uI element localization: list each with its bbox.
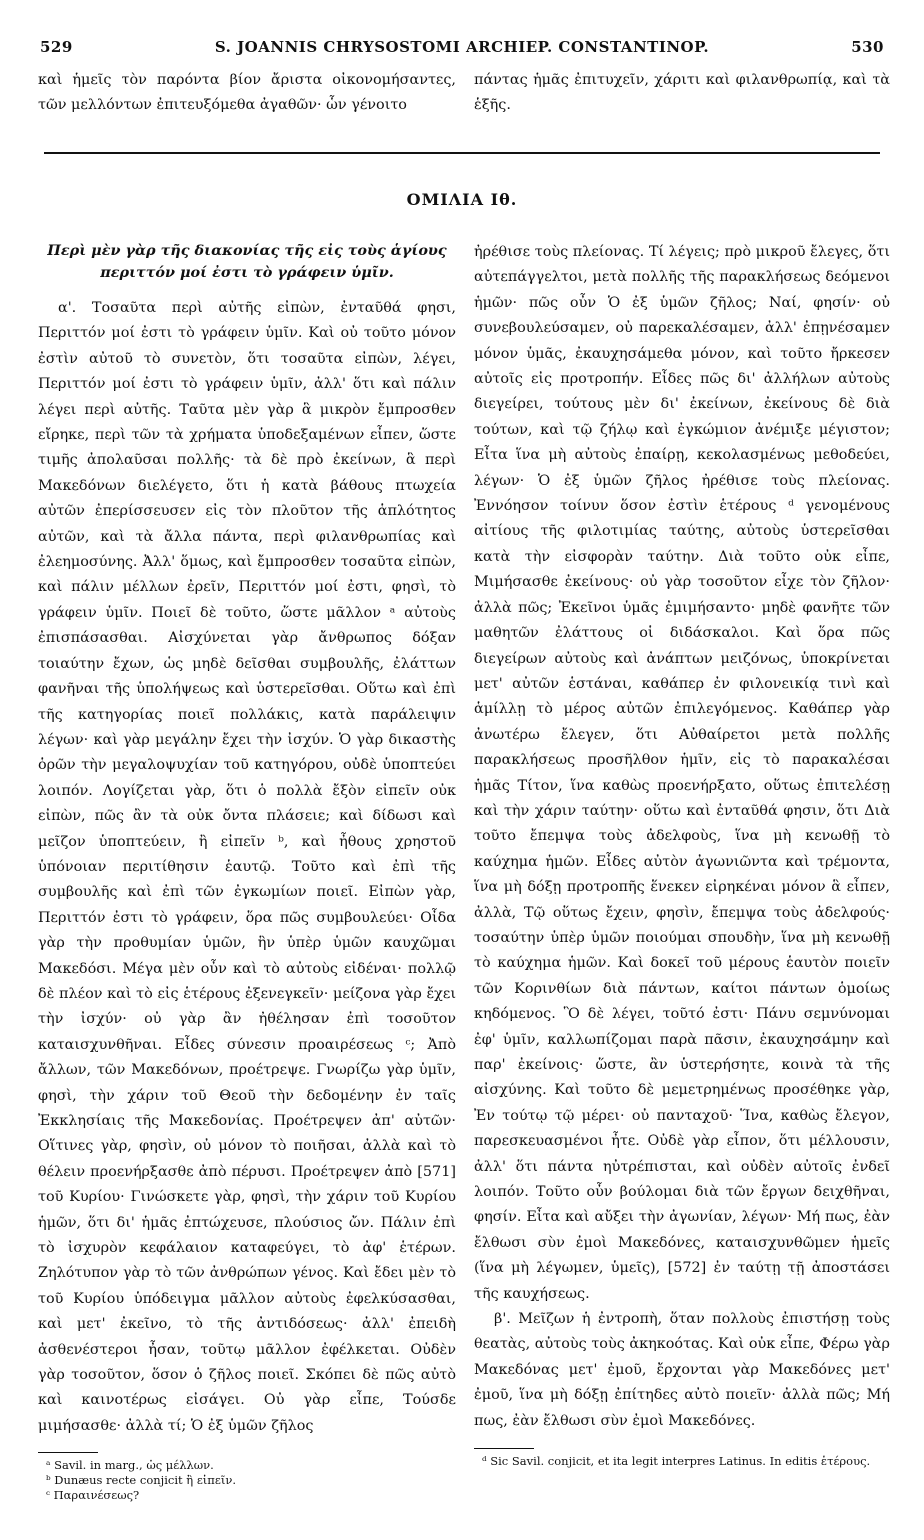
footnote: ᶜ Παραινέσεως? — [46, 1488, 140, 1502]
homily-title: ΟΜΙΛΙΑ Ιθ. — [406, 190, 518, 209]
footnotes-right — [474, 1454, 890, 1469]
footnotes-left — [38, 1458, 456, 1503]
footnote-rule — [38, 1452, 98, 1453]
footnote: ᵈ Sic Savil. conjicit, et ita legit interpres Latinus. In editis ἑτέρους. — [482, 1454, 871, 1468]
running-title: S. JOANNIS CHRYSOSTOMI ARCHIEP. CONSTANTINOP. — [214, 38, 710, 56]
top-continuation-left — [38, 68, 456, 119]
right-paragraph: β'. Μεῖζων ἡ ἐντροπὴ, ὅταν πολλοὺς ἐπιστήσῃ τοὺς θεατὰς, αὐτοὺς τοὺς ἀκηκοότας. Καὶ οὐκ εἶπε, Φέρω γὰρ Μακεδόνας μετ' ἐμοῦ, ἔρχονται γὰρ Μακεδόνες μετ' ἐμοῦ, ἵνα μὴ δόξῃ ἐπίτηδες αὐτὸ ποιεῖν· ἀλλὰ πῶς; Μή πως, ἐὰν ἔλθωσι σὺν ἐμοὶ Μακεδόνες. — [474, 1311, 890, 1429]
section-divider — [44, 152, 880, 154]
footnote: ᵃ Savil. in marg., ὡς μέλλων. — [46, 1458, 214, 1472]
scripture-lemma: Περὶ μὲν γὰρ τῆς διακονίας τῆς εἰς τοὺς ἁγίους περιττόν μοί ἐστι τὸ γράφειν ὑμῖν. — [47, 242, 447, 281]
top-text-left: καὶ ἡμεῖς τὸν παρόντα βίον ἄριστα οἰκονομήσαντες, τῶν μελλόντων ἐπιτευξόμεθα ἀγαθῶν· ὧν γένοιτο — [38, 72, 456, 114]
running-head — [40, 38, 884, 62]
right-column — [474, 240, 890, 1434]
right-paragraph: ἠρέθισε τοὺς πλείονας. Τί λέγεις; πρὸ μικροῦ ἔλεγες, ὅτι αὐτεπάγγελτοι, μετὰ πολλῆς τῆς παρακλήσεως δεόμενοι ἡμῶν· πῶς οὖν Ὁ ἐξ ὑμῶν ζῆλος; Ναί, φησίν· οὐ συνεβουλεύσαμεν, οὐ παρεκαλέσαμεν, ἀλλ' ἐπῃνέσαμεν μόνον ὑμᾶς, ἐκαυχησάμεθα μόνον, καὶ τοῦτο ἤρκεσεν αὐτοῖς εἰς προτροπήν. Εἶδες πῶς δι' ἀλλήλων αὐτοὺς διεγείρει, τούτους μὲν δι' ἐκείνων, ἐκείνους δὲ διὰ τούτων, καὶ τῷ ζήλῳ καὶ ἐγκώμιον ἀνέμιξε μέγιστον; Εἶτα ἵνα μὴ αὐτοὺς ἐπαίρῃ, κεκολασμένως μεθοδεύει, λέγων· Ὁ ἐξ ὑμῶν ζῆλος ἠρέθισε τοὺς πλείονας. Ἐννόησον τοίνυν ὅσον ἐστὶν ἑτέρους ᵈ γενομένους αἰτίους τῆς φιλοτιμίας ταύτης, αὐτοὺς ὑστερεῖσθαι κατὰ τὴν εἰσφορὰν ταύτην. Διὰ τοῦτο οὐκ εἶπε, Μιμήσασθε ἐκείνους· οὐ γὰρ τοσοῦτον εἶχε τὸν ζῆλον· ἀλλὰ πῶς; Ἐκεῖνοι ὑμᾶς ἐμιμήσαντο· μηδὲ φανῆτε τῶν μαθητῶν ἐλάττους οἱ διδάσκαλοι. Καὶ ὅρα πῶς διεγείρων αὐτοὺς καὶ ἀνάπτων μειζόνως, ὑποκρίνεται μετ' αὐτῶν ἑστάναι, καθάπερ ἐν φιλονεικίᾳ τινὶ καὶ ἁμίλλῃ τὸ μέρος αὐτῶν ἐπιλεγόμενος. Καθάπερ γὰρ ἀνωτέρω ἔλεγεν, ὅτι Αὐθαίρετοι μετὰ πολλῆς παρακλήσεως προσῆλθον ἡμῖν, εἰς τὸ παρακαλέσαι ἡμᾶς Τίτον, ἵνα καθὼς προενήρξατο, οὕτως ἐπιτελέσῃ καὶ τὴν χάριν ταύτην· οὕτω καὶ ἐνταῦθά φησιν, ὅτι Διὰ τοῦτο ἔπεμψα τοὺς ἀδελφοὺς, ἵνα μὴ κενωθῇ τὸ καύχημα ἡμῶν. Εἶδες αὐτὸν ἀγωνιῶντα καὶ τρέμοντα, ἵνα μὴ δόξῃ προτροπῆς ἕνεκεν εἰρηκέναι μόνον ἃ εἶπεν, ἀλλὰ, Τῷ οὕτως ἔχειν, φησὶν, ἔπεμψα τοὺς ἀδελφούς· τοσαύτην ὑπὲρ ὑμῶν ποιούμαι σπουδὴν, ἵνα μὴ κενωθῇ τὸ καύχημα ἡμῶν. Καὶ δοκεῖ τοῦ μέρους ἑαυτὸν ποιεῖν τῶν Κορινθίων διὰ πάντων, καίτοι πάντων ὁμοίως κηδόμενος. Ὃ δὲ λέγει, τοῦτό ἐστι· Πάνυ σεμνύνομαι ἐφ' ὑμῖν, καλλωπίζομαι παρὰ πᾶσιν, ἐκαυχησάμην καὶ παρ' ἐκείνοις· ὥστε, ἂν ὑστερήσητε, κοινὰ τὰ τῆς αἰσχύνης. Καὶ τοῦτο δὲ μεμετρημένως προσέθηκε γὰρ, Ἐν τούτῳ τῷ μέρει· οὐ πανταχοῦ· Ἵνα, καθὼς ἔλεγον, παρεσκευασμένοι ἦτε. Οὐδὲ γὰρ εἶπον, ὅτι μέλλουσιν, ἀλλ' ὅτι πάντα ηὐτρέπισται, καὶ οὐδὲν αὐτοῖς ἐνδεῖ λοιπόν. Τοῦτο οὖν βούλομαι διὰ τῶν ἔργων δειχθῆναι, φησίν. Εἶτα καὶ αὔξει τὴν ἀγωνίαν, λέγων· Μή πως, ἐὰν ἔλθωσι σὺν ἐμοὶ Μακεδόνες, καταισχυνθῶμεν ἡμεῖς (ἵνα μὴ λέγωμεν, ὑμεῖς), [572] ἐν ταύτῃ τῇ ἀποστάσει τῆς καυχήσεως. — [474, 244, 890, 1302]
top-continuation-right — [474, 68, 890, 119]
left-paragraph: α'. Τοσαῦτα περὶ αὐτῆς εἰπὼν, ἐνταῦθά φησι, Περιττόν μοί ἐστι τὸ γράφειν ὑμῖν. Καὶ οὐ τοῦτο μόνον ἐστὶν αὐτοῦ τὸ συνετὸν, ὅτι τοσαῦτα εἰπὼν, λέγει, Περιττόν μοί ἐστι τὸ γράφειν ὑμῖν, ἀλλ' ὅτι καὶ πάλιν λέγει περὶ αὐτῆς. Ταῦτα μὲν γὰρ ἃ μικρὸν ἔμπροσθεν εἴρηκε, περὶ τῶν τὰ χρήματα ὑποδεξαμένων εἶπεν, ὥστε τιμῆς ἀπολαῦσαι πολλῆς· τὰ δὲ πρὸ ἐκείνων, ἃ περὶ Μακεδόνων διελέγετο, ὅτι ἡ κατὰ βάθους πτωχεία αὐτῶν ἐπερίσσευσεν εἰς τὸν πλοῦτον τῆς ἁπλότητος αὐτῶν, καὶ τὰ ἄλλα πάντα, περὶ φιλανθρωπίας καὶ ἐλεημοσύνης. Ἀλλ' ὅμως, καὶ ἔμπροσθεν τοσαῦτα εἰπὼν, καὶ πάλιν μέλλων ἐρεῖν, Περιττόν μοί ἐστι, φησὶ, τὸ γράφειν ὑμῖν. Ποιεῖ δὲ τοῦτο, ὥστε μᾶλλον ᵃ αὐτοὺς ἐπισπάσασθαι. Αἰσχύνεται γὰρ ἄνθρωπος δόξαν τοιαύτην ἔχων, ὡς μηδὲ δεῖσθαι συμβουλῆς, ἐλάττων φανῆναι τῆς ὑπολήψεως καὶ ὑστερεῖσθαι. Οὕτω καὶ ἐπὶ τῆς κατηγορίας ποιεῖ πολλάκις, κατὰ παράλειψιν λέγων· καὶ γὰρ μεγάλην ἔχει τὴν ἰσχύν. Ὁ γὰρ δικαστὴς ὁρῶν τὴν μεγαλοψυχίαν τοῦ κατηγόρου, οὐδὲ ὑποπτεύει λοιπόν. Λογίζεται γὰρ, ὅτι ὁ πολλὰ ἔξὸν εἰπεῖν οὐκ εἰπὼν, πῶς ἂν τὰ οὐκ ὄντα πλάσειε; καὶ δίδωσι καὶ μεῖζον ὑποπτεύειν, ἢ εἰπεῖν ᵇ, καὶ ἦθους χρηστοῦ ὑπόνοιαν περιτίθησιν ἑαυτῷ. Τοῦτο καὶ ἐπὶ τῆς συμβουλῆς καὶ ἐπὶ τῶν ἐγκωμίων ποιεῖ. Εἰπὼν γὰρ, Περιττόν ἐστι τὸ γράφειν, ὅρα πῶς συμβουλεύει· Οἶδα γὰρ τὴν προθυμίαν ὑμῶν, ἣν ὑπὲρ ὑμῶν καυχῶμαι Μακεδόσι. Μέγα μὲν οὖν καὶ τὸ αὐτοὺς εἰδέναι· πολλῷ δὲ πλέον καὶ τὸ εἰς ἑτέρους ἐξενεγκεῖν· μείζονα γὰρ ἔχει τὴν ἰσχύν· οὐ γὰρ ἂν ἠθέλησαν ἐπὶ τοσοῦτον καταισχυνθῆναι. Εἶδες σύνεσιν προαιρέσεως ᶜ; Ἀπὸ ἄλλων, τῶν Μακεδόνων, προέτρεψε. Γνωρίζω γὰρ ὑμῖν, φησὶ, τὴν χάριν τοῦ Θεοῦ τὴν δεδομένην ἐν ταῖς Ἐκκλησίαις τῆς Μακεδονίας. Προέτρεψεν ἀπ' αὐτῶν· Οἵτινες γὰρ, φησὶν, οὐ μόνον τὸ ποιῆσαι, ἀλλὰ καὶ τὸ θέλειν προενήρξασθε ἀπὸ πέρυσι. Προέτρεψεν ἀπὸ [571] τοῦ Κυρίου· Γινώσκετε γὰρ, φησὶ, τὴν χάριν τοῦ Κυρίου ἡμῶν, ὅτι δι' ἡμᾶς ἐπτώχευσε, πλούσιος ὤν. Πάλιν ἐπὶ τὸ ἰσχυρὸν κεφάλαιον καταφεύγει, τὸ ἀφ' ἑτέρων. Ζηλότυπον γὰρ τὸ τῶν ἀνθρώπων γένος. Καὶ ἔδει μὲν τὸ τοῦ Κυρίου ὑπόδειγμα μᾶλλον αὐτοὺς ἐφελκύσασθαι, καὶ μετ' ἐκεῖνο, τὸ τῆς ἀντιδόσεως· ἀλλ' ἐπειδὴ ἀσθενέστεροι ἦσαν, τοῦτῳ μᾶλλον ἐφέλκεται. Οὐδὲν γὰρ τοσοῦτον, ὅσον ὁ ζῆλος ποιεῖ. Σκόπει δὲ πῶς αὐτὸ καὶ καινοτέρως εἰσάγει. Οὐ γὰρ εἶπε, Τούσδε μιμήσασθε· ἀλλὰ τί; Ὁ ἐξ ὑμῶν ζῆλος — [38, 300, 456, 1434]
page-number-right: 530 — [851, 38, 884, 56]
top-text-right: πάντας ἡμᾶς ἐπιτυχεῖν, χάριτι καὶ φιλανθρωπίᾳ, καὶ τὰ ἑξῆς. — [474, 72, 890, 114]
footnote-rule — [474, 1448, 534, 1449]
left-column — [38, 240, 456, 1439]
footnote: ᵇ Dunæus recte conjicit ἢ εἰπεῖν. — [46, 1473, 236, 1487]
page-number-left: 529 — [40, 38, 73, 56]
